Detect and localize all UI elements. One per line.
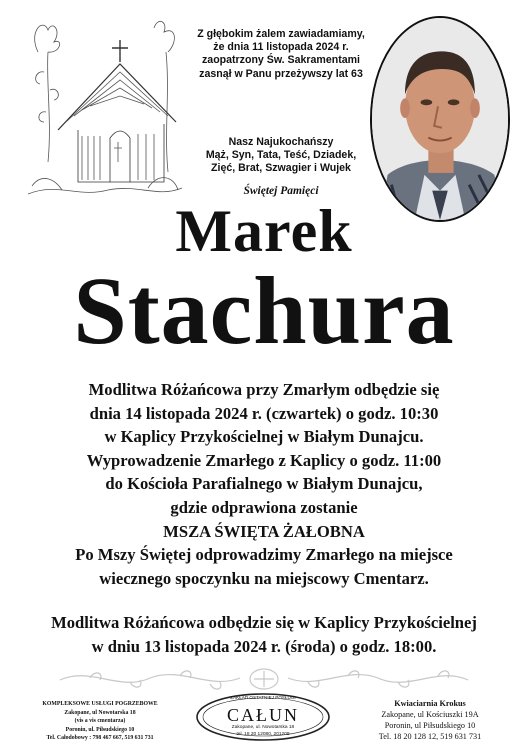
announcement-line: Wyprowadzenie Zmarłego z Kaplicy o godz. 11:00 — [86, 450, 442, 470]
last-name: Stachura — [73, 257, 455, 364]
family-line: Zięć, Brat, Szwagier i Wujek — [211, 162, 351, 175]
funeral-announcement — [10, 378, 518, 590]
florist-line: Zakopane, ul Kościuszki 19A — [381, 710, 479, 719]
logo-phone: tel. 18 20 12080, 201209 — [236, 732, 290, 737]
funeral-home-line: Zakopane, ul Nowotarska 18 — [64, 709, 136, 716]
announcement-line: Modlitwa Różańcowa przy Zmarłym odbędzie się — [88, 380, 440, 399]
intro-line: Z głębokim żalem zawiadamiamy, — [197, 28, 365, 40]
funeral-home-line: Poronin, ul. Piłsudskiego 10 — [65, 726, 135, 733]
announcement-line: dnia 14 listopada 2024 r. (czwartek) o godz. 10:30 — [89, 403, 439, 423]
announcement-line: MSZA ŚWIĘTA ŻAŁOBNA — [163, 521, 365, 541]
florist-info — [338, 698, 522, 742]
first-name: Marek — [175, 198, 353, 264]
intro-line: że dnia 11 listopada 2024 r. — [213, 41, 349, 54]
florist-line: Tel. 18 20 128 12, 519 631 731 — [378, 732, 482, 741]
funeral-home-line: Tel. Całodobowy : 798 467 667, 519 631 731 — [46, 735, 154, 742]
announcement-line: wiecznego spoczynku na miejscowy Cmentarz. — [99, 568, 429, 588]
florist-name: Kwiaciarnia Krokus — [394, 699, 466, 708]
family-line: Mąż, Syn, Tata, Teść, Dziadek, — [205, 149, 357, 162]
announcement-line: w Kaplicy Przykościelnej w Białym Dunajcu. — [104, 427, 424, 447]
death-notice-intro — [186, 28, 376, 81]
family-relations — [186, 136, 376, 176]
in-memory-caption: Świętej Pamięci — [243, 185, 319, 197]
funeral-home-line: KOMPLEKSOWE USŁUGI POGRZEBOWE — [42, 701, 158, 707]
announcement-line: Po Mszy Świętej odprowadzimy Zmarłego na miejsce — [75, 545, 453, 565]
rosary-line: Modlitwa Różańcowa odbędzie się w Kaplicy Przykościelnej — [51, 613, 477, 632]
funeral-home-line: (vis a vis cmentarza) — [74, 718, 126, 725]
logo-tagline: ZAKŁAD OSTATNIEJ POSŁUGI — [230, 695, 296, 700]
floral-ornament — [50, 664, 478, 694]
calun-logo-text — [195, 692, 331, 742]
intro-line: zasnął w Panu przeżywszy lat 63 — [199, 67, 363, 80]
announcement-line: do Kościoła Parafialnego w Białym Dunajcu, — [105, 474, 423, 494]
chapel-drawing — [18, 12, 186, 202]
funeral-home-info — [10, 700, 190, 743]
intro-line: zaopatrzony Św. Sakramentami — [202, 54, 360, 67]
logo-address: Zakopane, ul. Nowotarska 18 — [231, 725, 295, 730]
rosary-announcement — [10, 611, 518, 658]
announcement-line: gdzie odprawiona zostanie — [170, 497, 358, 517]
rosary-line: w dniu 13 listopada 2024 r. (środa) o godz. 18:00. — [91, 636, 437, 656]
deceased-portrait — [370, 16, 510, 222]
family-line: Nasz Najukochańszy — [228, 136, 334, 148]
logo-name: CAŁUN — [227, 705, 299, 725]
florist-line: Poronin, ul Piłsudskiego 10 — [384, 721, 476, 730]
